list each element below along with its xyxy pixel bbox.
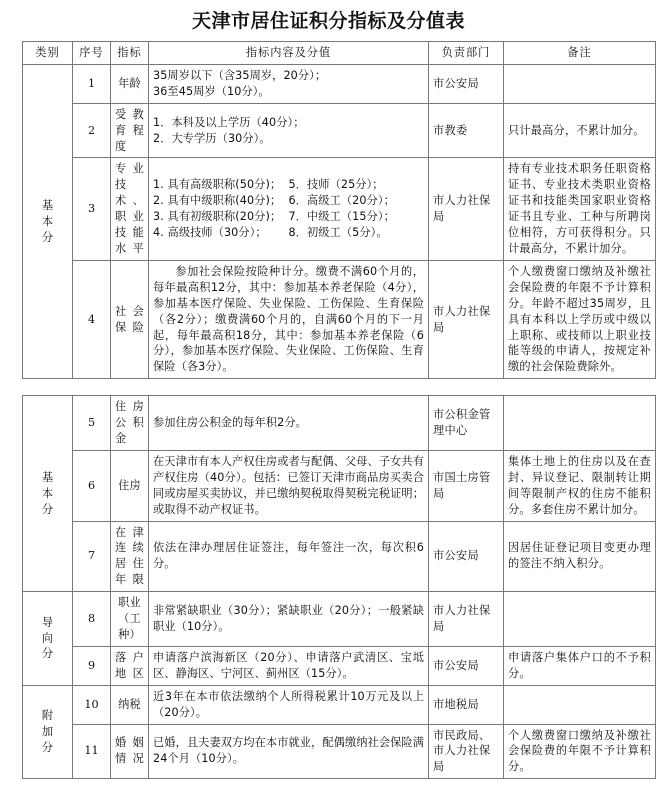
row-number: 9 — [73, 646, 111, 685]
category-label: 基本分 — [41, 470, 55, 516]
table-row — [23, 64, 656, 103]
indicator-content — [149, 103, 429, 158]
column-header-category: 类别 — [23, 42, 73, 65]
content-line: 8．初级工（5分）。 — [288, 226, 388, 240]
row-number: 3 — [73, 158, 111, 260]
indicator-name: 纳税 — [111, 685, 149, 724]
table-row — [23, 450, 656, 521]
indicator-name: 专业技术、职业技能水平 — [111, 158, 149, 260]
table-body-basic-scores-1 — [23, 64, 656, 378]
row-number: 4 — [73, 260, 111, 378]
remarks: 只计最高分，不累计加分。 — [504, 103, 656, 158]
row-number: 2 — [73, 103, 111, 158]
responsible-department: 市公积金管理中心 — [429, 396, 504, 451]
responsible-department: 市民政局、市人力社保局 — [429, 724, 504, 779]
remarks: 个人缴费窗口缴纳及补缴社会保险费的年限不予计算积分。 — [504, 724, 656, 779]
column-header-department: 负责部门 — [429, 42, 504, 65]
remarks: 个人缴费窗口缴纳及补缴社会保险费的年限不予计算积分。年龄不超过35周岁，且具有本科以上学历或中级以上职称、或技师以上职业技能等级的申请人，按规定补缴的社会保险费除外。 — [504, 260, 656, 378]
content-column-left — [153, 177, 289, 241]
indicator-content: 近3年在本市依法缴纳个人所得税累计10万元及以上（20分）。 — [149, 685, 429, 724]
category-cell-guidance — [23, 592, 73, 686]
remarks — [504, 64, 656, 103]
table-row — [23, 592, 656, 647]
table-separator — [22, 379, 635, 395]
remarks — [504, 685, 656, 724]
remarks: 申请落户集体户口的不予积分。 — [504, 646, 656, 685]
content-line: 3. 具有初级职称(20分)； — [153, 210, 282, 224]
scoring-table-bottom — [22, 395, 656, 779]
category-cell-additional — [23, 685, 73, 779]
table-row — [23, 521, 656, 592]
column-header-indicator: 指标 — [111, 42, 149, 65]
responsible-department: 市公安局 — [429, 646, 504, 685]
row-number: 8 — [73, 592, 111, 647]
category-label: 导向分 — [41, 615, 55, 661]
content-line: 2．大专学历（30分）。 — [153, 131, 271, 145]
indicator-content: 参加住房公积金的每年积2分。 — [149, 396, 429, 451]
row-number: 11 — [73, 724, 111, 779]
indicator-name: 受教育程度 — [111, 103, 149, 158]
content-line: 1. 具有高级职称(50分)； — [153, 178, 282, 192]
remarks — [504, 396, 656, 451]
content-paragraph: 参加社会保险按险种计分。缴费不满60个月的，每年最高积12分，其中：参加基本养老保险（4分），参加基本医疗保险、失业保险、工伤保险、生育保险（各2分）；缴费满60个月的，自满60个月的下一月起，每年最高积18分，其中：参加基本养老保险（6分），参加基本医疗保险、失业保险、工伤保险、生育保险（各3分）。 — [153, 264, 424, 374]
category-label: 基本分 — [41, 198, 55, 244]
category-cell-basic — [23, 64, 73, 378]
indicator-content: 在天津市有本人产权住房或者与配偶、父母、子女共有产权住房（40分）。包括：已签订天津市商品房买卖合同或房屋买卖协议，并已缴纳契税取得契税完税证明；或取得不动产权证书。 — [149, 450, 429, 521]
column-header-content: 指标内容及分值 — [149, 42, 429, 65]
content-line: 2. 具有中级职称(40分)； — [153, 194, 282, 208]
table-row — [23, 724, 656, 779]
indicator-name: 住房公积金 — [111, 396, 149, 451]
column-header-remarks: 备注 — [504, 42, 656, 65]
row-number: 6 — [73, 450, 111, 521]
content-line: 35周岁以下（含35周岁，20分）； — [153, 68, 327, 82]
remarks: 持有专业技术职务任职资格证书、专业技术类职业资格证书和技能类国家职业资格证书且专业、工种与所聘岗位相符，方可获得积分。只计最高分，不累计加分。 — [504, 158, 656, 260]
responsible-department: 市地税局 — [429, 685, 504, 724]
table-header-row — [23, 42, 656, 65]
column-header-number: 序号 — [73, 42, 111, 65]
table-row — [23, 103, 656, 158]
row-number: 1 — [73, 64, 111, 103]
scoring-table-part-2 — [22, 395, 651, 779]
remarks: 因居住证登记项目变更办理的签注不纳入积分。 — [504, 521, 656, 592]
content-line: 1．本科及以上学历（40分）； — [153, 115, 305, 129]
content-line: 36至45周岁（10分）。 — [153, 84, 270, 98]
table-row — [23, 685, 656, 724]
table-header — [23, 42, 656, 65]
table-row — [23, 158, 656, 260]
indicator-name: 年龄 — [111, 64, 149, 103]
content-line: 4. 高级技师（30分）； — [153, 226, 267, 240]
indicator-content: 依法在津办理居住证签注，每年签注一次，每次积6分。 — [149, 521, 429, 592]
responsible-department: 市教委 — [429, 103, 504, 158]
table-row — [23, 260, 656, 378]
responsible-department: 市人力社保局 — [429, 158, 504, 260]
responsible-department: 市国土房管局 — [429, 450, 504, 521]
scoring-table-top — [22, 41, 656, 379]
indicator-name: 婚姻情况 — [111, 724, 149, 779]
indicator-content: 已婚，且夫妻双方均在本市就业，配偶缴纳社会保险满24个月（10分）。 — [149, 724, 429, 779]
indicator-name: 社会保险 — [111, 260, 149, 378]
responsible-department: 市公安局 — [429, 64, 504, 103]
remarks: 集体土地上的住房以及在查封、异议登记、限制转让期间等限制产权的住房不能积分。多套住房不累计加分。 — [504, 450, 656, 521]
indicator-content — [149, 158, 429, 260]
row-number: 10 — [73, 685, 111, 724]
table-body-basic-scores-2 — [23, 396, 656, 779]
content-line: 6．高级工（20分）； — [288, 194, 395, 208]
content-line: 7．中级工（15分）； — [288, 210, 395, 224]
table-row — [23, 646, 656, 685]
row-number: 7 — [73, 521, 111, 592]
indicator-content: 申请落户滨海新区（20分）、申请落户武清区、宝坻区、静海区、宁河区、蓟州区（15分）。 — [149, 646, 429, 685]
indicator-content — [149, 260, 429, 378]
indicator-name: 在津连续居住年限 — [111, 521, 149, 592]
responsible-department: 市公安局 — [429, 521, 504, 592]
category-label: 附加分 — [41, 709, 55, 754]
responsible-department: 市人力社保局 — [429, 260, 504, 378]
indicator-content: 非常紧缺职业（30分）；紧缺职业（20分）；一般紧缺职业（10分）。 — [149, 592, 429, 647]
responsible-department: 市人力社保局 — [429, 592, 504, 647]
page-title: 天津市居住证积分指标及分值表 — [191, 10, 465, 32]
row-number: 5 — [73, 396, 111, 451]
remarks — [504, 592, 656, 647]
indicator-name: 落户地区 — [111, 646, 149, 685]
indicator-content — [149, 64, 429, 103]
indicator-name: 住房 — [111, 450, 149, 521]
content-line: 5．技师（25分）； — [288, 178, 384, 192]
category-cell-basic — [23, 396, 73, 592]
scoring-table-part-1 — [22, 41, 651, 379]
content-column-right — [289, 177, 425, 241]
indicator-name: 职业（工种） — [111, 592, 149, 647]
table-row — [23, 396, 656, 451]
